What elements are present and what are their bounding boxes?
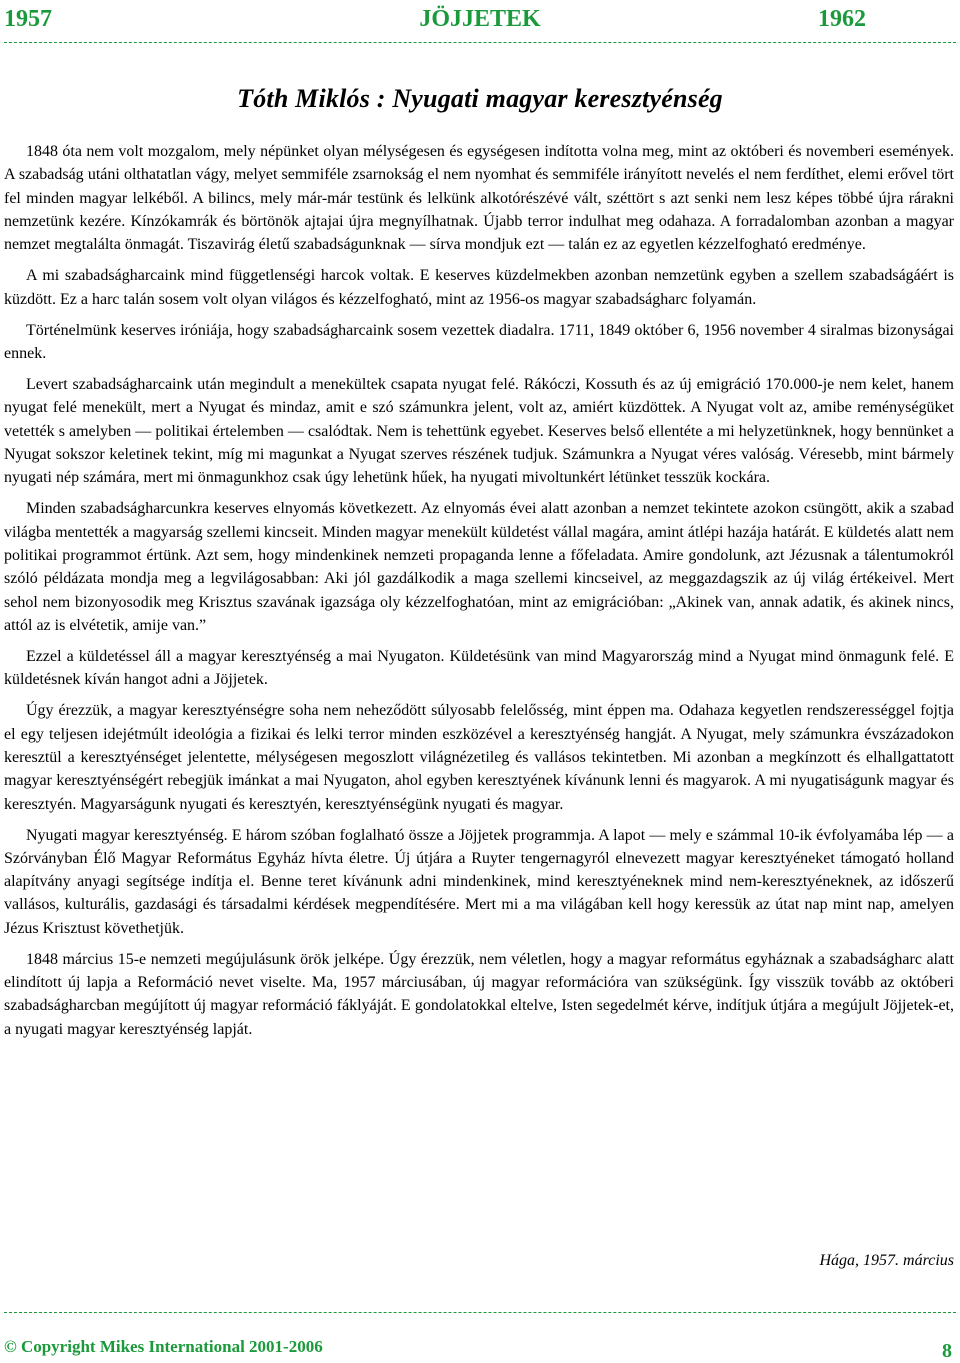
article-title: Tóth Miklós : Nyugati magyar keresztyénség <box>237 84 723 113</box>
page-number: 8 <box>942 1340 952 1362</box>
running-header <box>0 2 960 38</box>
header-journal-title: JÖJJETEK <box>419 6 541 32</box>
header-year-end: 1962 <box>818 6 866 32</box>
signature-place-date: Hága, 1957. március <box>819 1252 954 1269</box>
paragraph: 1848 óta nem volt mozgalom, mely népünket olyan mélységesen és egységesen indította volna meg, mint az októberi és novemberi események. A szabadság utáni olthatatlan vágy, melyet semmiféle zsarnokság el nem nyomhat és semmiféle irányított nevelés el nem ferdíthet, elemi erővel tört fel minden magyar lelkéből. A bilincs, mely már-már testünk és lelkünk alkotórészévé vált, széttört s azt senki nem lesz képes többé újra rárakni nemzetünk kezére. Kínzókamrák és börtönök ajtajai újra megnyílhatnak. Újabb terror indulhat meg odahaza. A forradalomban azonban a magyar nemzet megtalálta önmagát. Tiszavirág életű szabadságunknak — sírva mondjuk ezt — talán ez az egyetlen kézzelfogható eredménye. <box>4 143 954 254</box>
paragraph: A mi szabadságharcaink mind függetlenségi harcok voltak. E keserves küzdelmekben azonban nemzetünk egyben a szellem szabadságáért is küzdött. Ez a harc talán sosem volt olyan világos és kézzelfogható, mint az 1956-os magyar szabadságharc folyamán. <box>4 267 954 308</box>
paragraph: Úgy érezzük, a magyar keresztyénségre soha nem neheződött súlyosabb felelősség, mint éppen ma. Odahaza kegyetlen rendszerességgel fojtja el egy teljesen idejétmúlt ideológia a fizikai és lelki terror minden eszközével a keresztyénség hangját. A Nyugat, mely számunkra évszázadokon keresztül a keresztyénséget jelentette, mélységesen megoszlott világnézetileg és vallásos tekintetben. Mi azonban a megkínzott és elhallgattatott magyar keresztyénségért rebegjük imánkat a mai Nyugaton, ahol egyben keresztyének kívánunk lenni és magyarok. A mi nyugatiságunk magyar és keresztyén. Magyarságunk nyugati és keresztyén, keresztyénségünk nyugati és magyar. <box>4 702 954 813</box>
paragraph: Ezzel a küldetéssel áll a magyar keresztyénség a mai Nyugaton. Küldetésünk van mind Magyarország mind a Nyugat mind önmagunk felé. E küldetésnek kíván hangot adni a Jöjjetek. <box>4 647 954 689</box>
footer-copyright: © Copyright Mikes International 2001-2006 <box>4 1337 323 1356</box>
header-divider <box>4 42 956 43</box>
footer-divider <box>4 1312 956 1313</box>
paragraph: Minden szabadságharcunkra keserves elnyomás következett. Az elnyomás évei alatt azonban a nemzet tekintete azokon csüngött, akik a szabad világba mentették a magyarság szellemi kincseit. Minden magyar menekült küldetést vállal magára, amint átlépi hazája határát. E küldetés alatt nem politikai programmot értünk. Azt sem, hogy mindenkinek nemzeti propaganda lenne a főfeladata. Amire gondolunk, azt Jézusnak a tálentumokról szóló példázata mondja meg a legvilágosabban: Aki jól gazdálkodik a maga szellemi kincseivel, az meggazdagszik az új világ értékeivel. Mert sehol nem bizonyosodik meg Krisztus szavának igazsága oly kézzelfoghatóan, mint az emigrációban: „Akinek van, annak adatik, és akinek nincs, attól az is elvétetik, amije van.” <box>4 500 954 634</box>
paragraph: Történelmünk keserves iróniája, hogy szabadságharcaink sosem vezettek diadalra. 1711, 1849 október 6, 1956 november 4 siralmas bizonyságai ennek. <box>4 321 954 362</box>
paragraph: Nyugati magyar keresztyénség. E három szóban foglalható össze a Jöjjetek programmja. A lapot — mely e számmal 10-ik évfolyamába lép — a Szórványban Élő Magyar Református Egyház hívta életre. Új útjára a Ruyter tengernagyról elnevezett magyar keresztyéneket támogató holland alapítvány anyagi segítsége indítja el. Benne teret kívánunk adni mindenkinek, mind keresztyéneknek mind nem-keresztyéneknek, az időszerű vallásos, kulturális, gazdasági és társadalmi kérdések megpendítésére. Mert mi a ma világában kell hogy keressük az útat nap mint nap, amelyen Jézus Krisztust követhetjük. <box>4 826 954 937</box>
header-year-start: 1957 <box>4 6 52 32</box>
paragraph: 1848 március 15-e nemzeti megújulásunk örök jelképe. Úgy érezzük, nem véletlen, hogy a magyar református egyháznak a szabadságharc alatt elindított új lapja a Reformáció nevet viselte. Ma, 1957 márciusában, új magyar reformációra van szükségünk. Így visszük tovább az októberi szabadságharcban megújított új magyar reformáció fáklyáját. E gondolatokkal eltelve, Isten segedelmét kérve, indítjuk útjára a megújult Jöjjetek-et, a nyugati magyar keresztyénség lapját. <box>4 950 954 1038</box>
paragraph: Levert szabadságharcaink után megindult a menekültek csapata nyugat felé. Rákóczi, Kossuth és az új emigráció 170.000-je nem kelet, hanem nyugat felé menekült, mert a Nyugat és mindaz, amit e szó számunkra jelent, volt az, amiért küzdöttek. A Nyugat volt az, amibe reménységüket vetették s amelyben — politikai értelemben — csalódtak. Nem is tehettünk egyebet. Keserves belső ellentéte a mi helyzetünknek, hogy bennünket a Nyugat sokszor keletinek tekint, míg mi magunkat a Nyugat szerves részének tudjuk. Számunkra a Nyugat véres valóság. Véresebb, mint bármely nyugati nép számára, mert mi önmagunkhoz csak úgy lehetünk hűek, ha nyugati mivoltunkért létünket tesszük kockára. <box>4 376 954 487</box>
article-body <box>4 140 954 1041</box>
